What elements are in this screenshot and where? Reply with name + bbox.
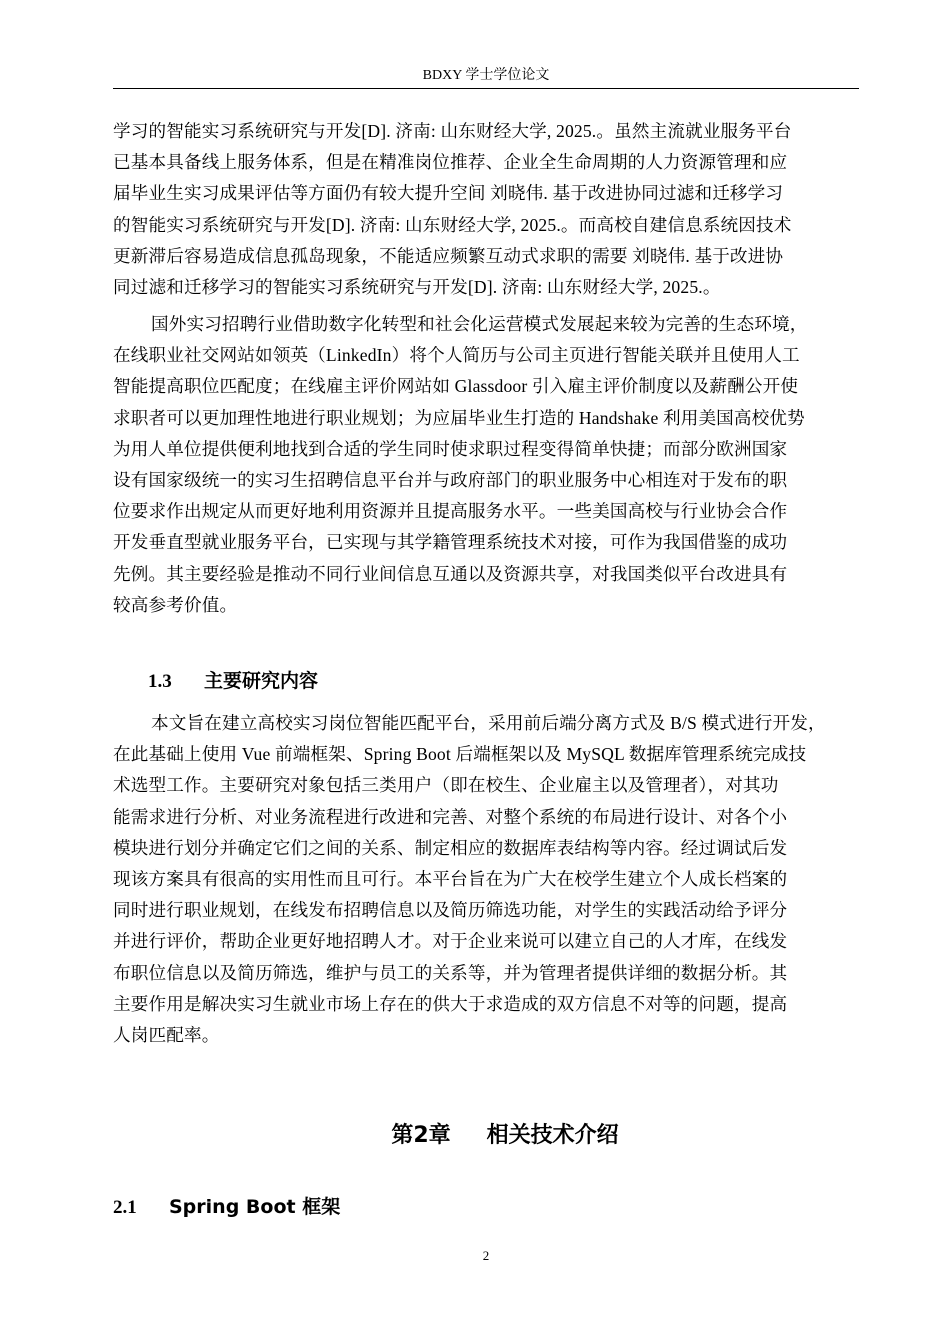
paragraph-line: 在此基础上使用 Vue 前端框架、Spring Boot 后端框架以及 MySQL 数据库管理系统完成技: [113, 744, 807, 765]
paragraph-line: 本文旨在建立高校实习岗位智能匹配平台，采用前后端分离方式及 B/S 模式进行开发，: [151, 713, 826, 733]
chapter-title: 相关技术介绍: [486, 1123, 619, 1148]
paragraph-line: 并进行评价，帮助企业更好地招聘人才。对于企业来说可以建立自己的人才库，在线发: [113, 931, 788, 952]
paragraph-line: 国外实习招聘行业借助数字化转型和社会化运营模式发展起来较为完善的生态环境，: [151, 314, 808, 334]
section-title: 主要研究内容: [204, 670, 319, 692]
paragraph-3: [113, 708, 873, 1051]
chapter-heading-2: [0, 1120, 950, 1152]
section-title: Spring Boot 框架: [169, 1196, 341, 1218]
paragraph-line: 同过滤和迁移学习的智能实习系统研究与开发[D]. 济南: 山东财经大学, 2025.。: [113, 277, 721, 298]
paragraph-line: 的智能实习系统研究与开发[D]. 济南: 山东财经大学, 2025.。而高校自建信息系统因技术: [113, 214, 792, 235]
paragraph-line: 位要求作出规定从而更好地利用资源并且提高服务水平。一些美国高校与行业协会合作: [113, 501, 788, 522]
section-heading-2-1: [113, 1192, 340, 1223]
paragraph-line: 能需求进行分析、对业务流程进行改进和完善、对整个系统的布局进行设计、对各个小: [113, 806, 788, 827]
header-title: BDXY 学士学位论文: [422, 68, 550, 83]
section-number: 2.1: [113, 1197, 137, 1218]
paragraph-line: 为用人单位提供便利地找到合适的学生同时使求职过程变得简单快捷；而部分欧洲国家: [113, 438, 788, 459]
paragraph-line: 学习的智能实习系统研究与开发[D]. 济南: 山东财经大学, 2025.。虽然主流就业服务平台: [113, 121, 792, 141]
page-number: 2: [482, 1248, 490, 1263]
paragraph-line: 设有国家级统一的实习生招聘信息平台并与政府部门的职业服务中心相连对于发布的职: [113, 470, 788, 491]
paragraph-line: 在线职业社交网站如领英（LinkedIn）将个人简历与公司主页进行智能关联并且使用人工: [113, 345, 800, 366]
paragraph-line: 模块进行划分并确定它们之间的关系、制定相应的数据库表结构等内容。经过调试后发: [113, 837, 788, 858]
paragraph-1: [113, 116, 873, 303]
paragraph-line: 主要作用是解决实习生就业市场上存在的供大于求造成的双方信息不对等的问题，提高: [113, 993, 788, 1014]
paragraph-line: 布职位信息以及简历筛选，维护与员工的关系等，并为管理者提供详细的数据分析。其: [113, 962, 788, 983]
section-number: 1.3: [148, 671, 172, 692]
paragraph-line: 术选型工作。主要研究对象包括三类用户（即在校生、企业雇主以及管理者），对其功: [113, 775, 779, 796]
paragraph-line: 求职者可以更加理性地进行职业规划；为应届毕业生打造的 Handshake 利用美国高校优势: [113, 407, 805, 428]
paragraph-line: 现该方案具有很高的实用性而且可行。本平台旨在为广大在校学生建立个人成长档案的: [113, 869, 788, 890]
paragraph-line: 已基本具备线上服务体系，但是在精准岗位推荐、企业全生命周期的人力资源管理和应: [113, 152, 788, 173]
paragraph-line: 较高参考价值。: [113, 594, 238, 615]
paragraph-line: 届毕业生实习成果评估等方面仍有较大提升空间 刘晓伟. 基于改进协同过滤和迁移学习: [113, 183, 784, 204]
paragraph-line: 同时进行职业规划，在线发布招聘信息以及简历筛选功能，对学生的实践活动给予评分: [113, 900, 788, 921]
paragraph-line: 智能提高职位匹配度；在线雇主评价网站如 Glassdoor 引入雇主评价制度以及薪酬公开使: [113, 376, 799, 397]
chapter-label: 第2章: [391, 1123, 451, 1148]
page-header: [113, 64, 859, 89]
paragraph-line: 先例。其主要经验是推动不同行业间信息互通以及资源共享，对我国类似平台改进具有: [113, 563, 788, 584]
section-heading-1-3: [148, 666, 318, 697]
paragraph-2: [113, 309, 873, 621]
paragraph-line: 更新滞后容易造成信息孤岛现象，不能适应频繁互动式求职的需要 刘晓伟. 基于改进协: [113, 245, 784, 266]
paragraph-line: 开发垂直型就业服务平台，已实现与其学籍管理系统技术对接，可作为我国借鉴的成功: [113, 532, 788, 553]
paragraph-line: 人岗匹配率。: [113, 1025, 220, 1046]
